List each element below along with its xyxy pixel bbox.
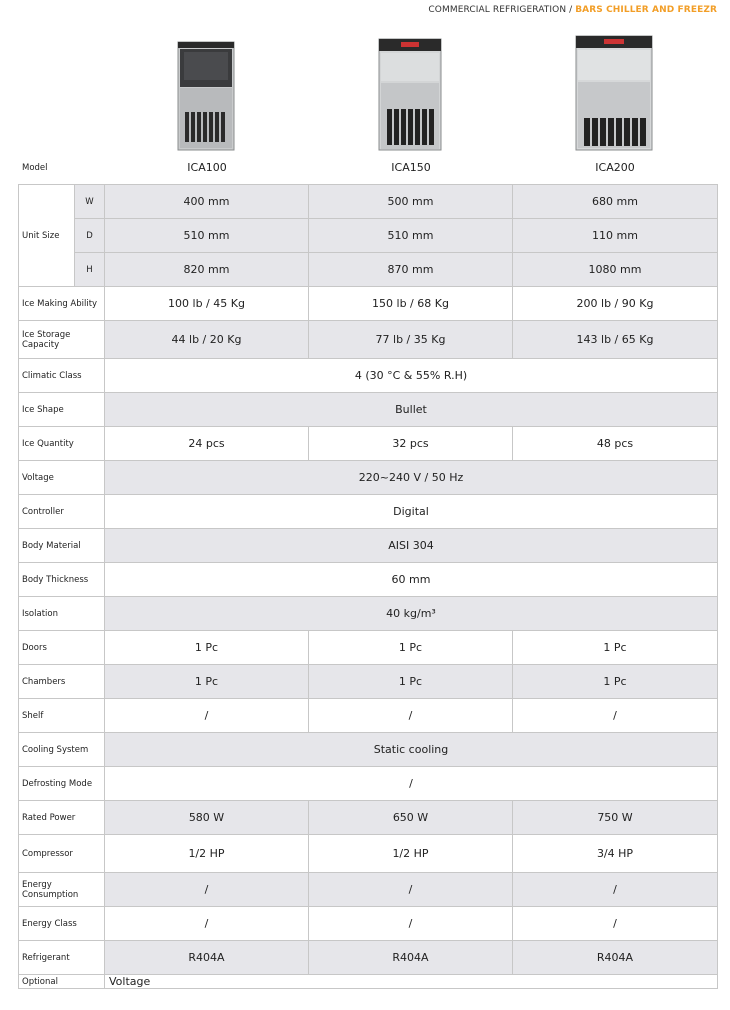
table-row xyxy=(19,359,718,393)
table-cell: / xyxy=(105,873,309,907)
row-label: Energy Consumption xyxy=(19,873,105,907)
table-cell: / xyxy=(309,699,513,733)
table-row xyxy=(19,631,718,665)
table-cell: 3/4 HP xyxy=(513,835,718,873)
table-cell: R404A xyxy=(513,941,718,975)
table-cell: / xyxy=(309,873,513,907)
ice-machine-ica100-image xyxy=(176,40,236,152)
table-cell: Voltage xyxy=(105,975,718,989)
breadcrumb-section[interactable]: BARS CHILLER AND FREEZR xyxy=(575,5,717,15)
table-row xyxy=(19,665,718,699)
dimension-label: D xyxy=(75,219,105,253)
table-row xyxy=(19,801,718,835)
table-row xyxy=(19,321,718,359)
table-cell: 24 pcs xyxy=(105,427,309,461)
row-label: Climatic Class xyxy=(19,359,105,393)
table-cell: 400 mm xyxy=(105,185,309,219)
table-cell: 77 lb / 35 Kg xyxy=(309,321,513,359)
row-label: Body Thickness xyxy=(19,563,105,597)
table-cell: Digital xyxy=(105,495,718,529)
table-cell: / xyxy=(513,907,718,941)
table-row xyxy=(19,495,718,529)
table-cell: 680 mm xyxy=(513,185,718,219)
row-label: Defrosting Mode xyxy=(19,767,105,801)
table-cell: 40 kg/m³ xyxy=(105,597,718,631)
table-cell: 650 W xyxy=(309,801,513,835)
table-cell: / xyxy=(513,873,718,907)
table-cell: 750 W xyxy=(513,801,718,835)
table-row xyxy=(19,975,718,989)
table-row xyxy=(19,219,718,253)
table-cell: 44 lb / 20 Kg xyxy=(105,321,309,359)
table-row xyxy=(19,699,718,733)
table-cell: / xyxy=(513,699,718,733)
breadcrumb-category[interactable]: COMMERCIAL REFRIGERATION xyxy=(428,5,567,15)
row-label: Controller xyxy=(19,495,105,529)
table-row xyxy=(19,393,718,427)
row-label: Doors xyxy=(19,631,105,665)
row-label: Rated Power xyxy=(19,801,105,835)
breadcrumb xyxy=(428,5,717,15)
row-label: Unit Size xyxy=(19,185,75,287)
table-cell: 220~240 V / 50 Hz xyxy=(105,461,718,495)
row-label: Ice Shape xyxy=(19,393,105,427)
table-row xyxy=(19,597,718,631)
table-row xyxy=(19,529,718,563)
table-cell: 510 mm xyxy=(105,219,309,253)
row-label: Ice Quantity xyxy=(19,427,105,461)
spec-table xyxy=(18,184,718,989)
table-cell: 1 Pc xyxy=(513,665,718,699)
table-cell: 1080 mm xyxy=(513,253,718,287)
table-cell: 48 pcs xyxy=(513,427,718,461)
row-label: Voltage xyxy=(19,461,105,495)
table-cell: 580 W xyxy=(105,801,309,835)
table-row xyxy=(19,563,718,597)
table-cell: Bullet xyxy=(105,393,718,427)
table-row xyxy=(19,733,718,767)
row-label: Energy Class xyxy=(19,907,105,941)
table-cell: / xyxy=(105,907,309,941)
table-cell: 820 mm xyxy=(105,253,309,287)
table-cell: AISI 304 xyxy=(105,529,718,563)
table-row xyxy=(19,427,718,461)
table-row xyxy=(19,835,718,873)
row-label: Shelf xyxy=(19,699,105,733)
breadcrumb-separator: / xyxy=(566,5,576,15)
table-cell: 1 Pc xyxy=(309,665,513,699)
table-cell: 32 pcs xyxy=(309,427,513,461)
table-row xyxy=(19,461,718,495)
table-row xyxy=(19,287,718,321)
table-cell: 1 Pc xyxy=(309,631,513,665)
table-cell: 60 mm xyxy=(105,563,718,597)
row-label: Optional xyxy=(19,975,105,989)
table-row xyxy=(19,907,718,941)
table-cell: 100 lb / 45 Kg xyxy=(105,287,309,321)
table-row xyxy=(19,941,718,975)
table-row xyxy=(19,767,718,801)
table-cell: / xyxy=(105,699,309,733)
table-cell: 510 mm xyxy=(309,219,513,253)
table-cell: R404A xyxy=(105,941,309,975)
row-label: Refrigerant xyxy=(19,941,105,975)
table-cell: 150 lb / 68 Kg xyxy=(309,287,513,321)
model-name: ICA100 xyxy=(187,161,227,174)
row-label: Cooling System xyxy=(19,733,105,767)
ice-machine-ica150-image xyxy=(377,37,443,152)
table-cell: R404A xyxy=(309,941,513,975)
dimension-label: H xyxy=(75,253,105,287)
ice-machine-ica200-image xyxy=(574,34,654,152)
table-cell: / xyxy=(105,767,718,801)
model-label: Model xyxy=(22,163,48,173)
table-cell: 4 (30 °C & 55% R.H) xyxy=(105,359,718,393)
row-label: Isolation xyxy=(19,597,105,631)
model-header-row xyxy=(0,160,730,178)
row-label: Compressor xyxy=(19,835,105,873)
table-cell: 500 mm xyxy=(309,185,513,219)
table-cell: Static cooling xyxy=(105,733,718,767)
table-cell: 143 lb / 65 Kg xyxy=(513,321,718,359)
table-cell: 1 Pc xyxy=(105,665,309,699)
table-cell: 1/2 HP xyxy=(105,835,309,873)
table-cell: 1/2 HP xyxy=(309,835,513,873)
table-cell: / xyxy=(309,907,513,941)
row-label: Ice Storage Capacity xyxy=(19,321,105,359)
model-name: ICA150 xyxy=(391,161,431,174)
dimension-label: W xyxy=(75,185,105,219)
row-label: Body Material xyxy=(19,529,105,563)
row-label: Chambers xyxy=(19,665,105,699)
table-row xyxy=(19,253,718,287)
table-cell: 1 Pc xyxy=(513,631,718,665)
table-row xyxy=(19,185,718,219)
table-cell: 110 mm xyxy=(513,219,718,253)
table-cell: 200 lb / 90 Kg xyxy=(513,287,718,321)
row-label: Ice Making Ability xyxy=(19,287,105,321)
table-cell: 1 Pc xyxy=(105,631,309,665)
model-name: ICA200 xyxy=(595,161,635,174)
table-cell: 870 mm xyxy=(309,253,513,287)
table-row xyxy=(19,873,718,907)
